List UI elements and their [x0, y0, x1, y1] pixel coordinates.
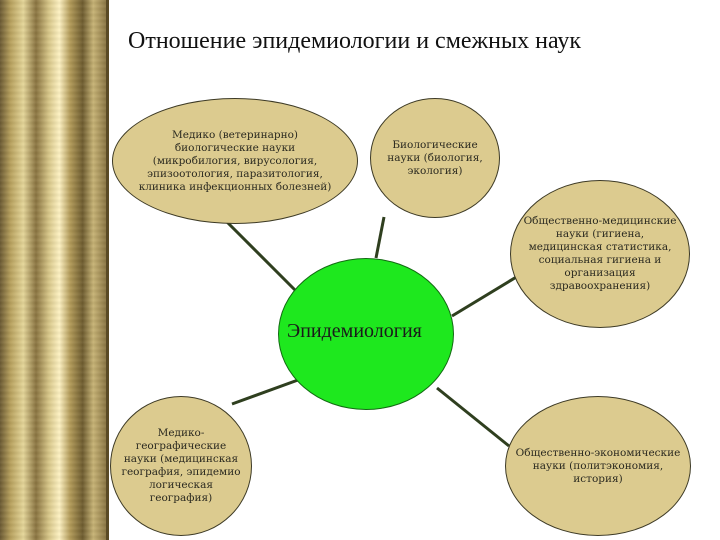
- node-medico-geographical: [110, 396, 252, 536]
- node-biological-text: Биологические науки (биология, экология): [387, 138, 483, 177]
- node-social-economic-text: Общественно-экономические науки (политэкономия, история): [515, 446, 681, 485]
- center-label: Эпидемиология: [287, 320, 422, 342]
- node-biological: [370, 98, 500, 218]
- node-medico-biological: [112, 98, 358, 224]
- connector-medico-geographical: [232, 380, 298, 404]
- connector-social-economic: [437, 388, 509, 446]
- node-social-medical: [510, 180, 690, 328]
- node-medico-biological-text: Медико (ветеринарно) биологические науки (микробилогия, вирусология, эпизоотология, паразитология, клиника инфекционных болезней): [138, 128, 332, 193]
- connector-biological: [376, 217, 384, 258]
- node-medico-geographical-text: Медико-географические науки (медицинская география, эпидемио логическая география): [121, 427, 241, 504]
- connector-medico-biological: [220, 215, 300, 295]
- node-social-economic: [505, 396, 691, 536]
- node-social-medical-text: Общественно-медицинские науки (гигиена, медицинская статистика, социальная гигиена и организация здравоохранения): [523, 215, 677, 292]
- slide-title: Отношение эпидемиологии и смежных наук: [128, 28, 582, 54]
- connector-social-medical: [452, 276, 518, 316]
